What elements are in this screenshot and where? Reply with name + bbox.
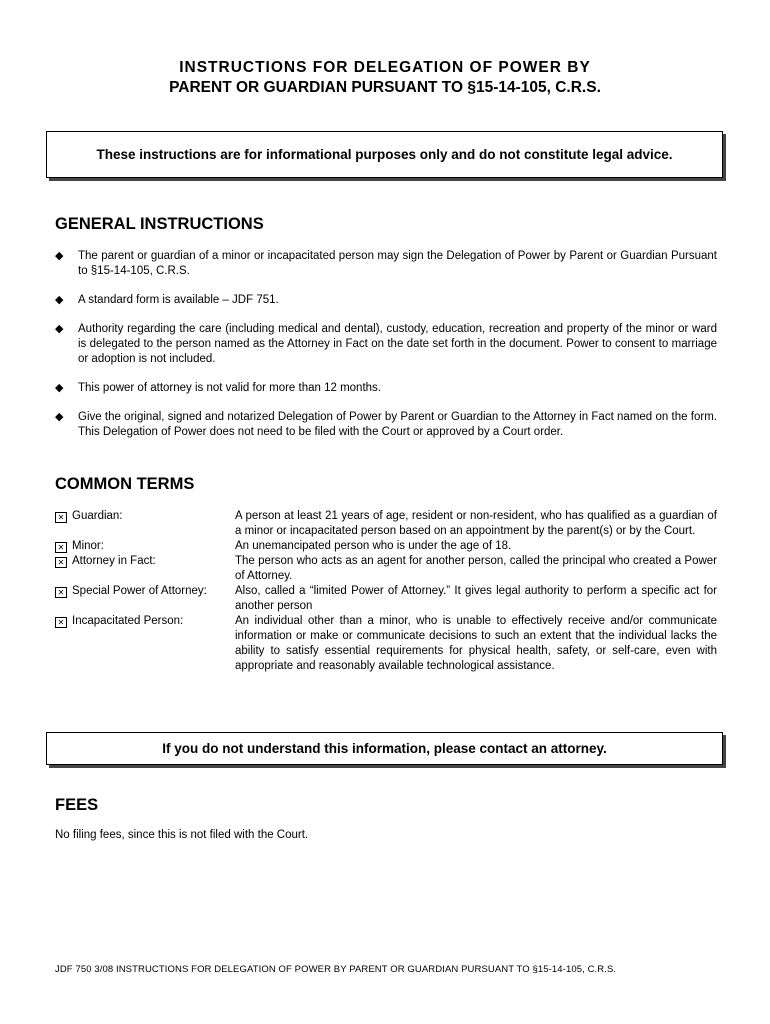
x-box-icon: ✕ <box>55 557 67 568</box>
term-row <box>55 539 717 554</box>
title-line-2: PARENT OR GUARDIAN PURSUANT TO §15-14-105, C.R.S. <box>169 79 601 96</box>
common-terms-heading: COMMON TERMS <box>55 475 195 493</box>
common-terms-list <box>55 509 717 674</box>
term-definition: Also, called a “limited Power of Attorney.” It gives legal authority to perform a specific act for another person <box>235 585 717 612</box>
term-name: Guardian: <box>72 510 123 522</box>
list-item: ◆ The parent or guardian of a minor or incapacitated person may sign the Delegation of Power by Parent or Guardian Pursuant to §15-14-105, C.R.S. <box>55 250 717 277</box>
term-definition: A person at least 21 years of age, resident or non-resident, who has qualified as a guardian of a minor or incapacitated person based on an appointment by the parent(s) or by the Court. <box>235 510 717 537</box>
term-row <box>55 509 717 539</box>
attorney-notice-box: If you do not understand this information, please contact an attorney. <box>46 732 723 765</box>
diamond-bullet-icon: ◆ <box>55 411 64 423</box>
term-name: Special Power of Attorney: <box>72 585 207 597</box>
document-title <box>0 58 770 98</box>
term-row <box>55 584 717 614</box>
term-definition: The person who acts as an agent for another person, called the principal who created a Power of Attorney. <box>235 555 717 582</box>
diamond-bullet-icon: ◆ <box>55 323 64 335</box>
title-line-1: INSTRUCTIONS FOR DELEGATION OF POWER BY <box>179 59 591 76</box>
fees-text: No filing fees, since this is not filed with the Court. <box>55 829 309 841</box>
term-row <box>55 554 717 584</box>
x-box-icon: ✕ <box>55 512 67 523</box>
list-item: ◆ Give the original, signed and notarized Delegation of Power by Parent or Guardian to the Attorney in Fact named on the form. This Delegation of Power does not need to be filed with the Court or approved by a Court order. <box>55 411 717 438</box>
term-name: Incapacitated Person: <box>72 615 184 627</box>
term-definition: An unemancipated person who is under the age of 18. <box>235 540 512 552</box>
term-name: Minor: <box>72 540 104 552</box>
diamond-bullet-icon: ◆ <box>55 294 64 306</box>
list-item: ◆ A standard form is available – JDF 751. <box>55 294 279 306</box>
x-box-icon: ✕ <box>55 542 67 553</box>
page-footer: JDF 750 3/08 INSTRUCTIONS FOR DELEGATION OF POWER BY PARENT OR GUARDIAN PURSUANT TO §15-14-105, C.R.S. <box>55 964 617 975</box>
list-item: ◆ This power of attorney is not valid for more than 12 months. <box>55 382 381 394</box>
general-instructions-heading: GENERAL INSTRUCTIONS <box>55 215 264 233</box>
term-name: Attorney in Fact: <box>72 555 156 567</box>
fees-heading: FEES <box>55 796 99 814</box>
list-item: ◆ Authority regarding the care (including medical and dental), custody, education, recreation and property of the minor or ward is delegated to the person named as the Attorney in Fact on the date set forth in the document. Power to consent to marriage or adoption is not included. <box>55 323 717 365</box>
term-definition: An individual other than a minor, who is unable to effectively receive and/or communicate information or make or communicate decisions to such an extent that the individual lacks the ability to satisfy essential requirements for physical health, safety, or self-care, even with appropriate and reasonably available technological assistance. <box>235 615 717 672</box>
general-instructions-list <box>55 249 717 454</box>
diamond-bullet-icon: ◆ <box>55 250 64 262</box>
term-row <box>55 614 717 674</box>
diamond-bullet-icon: ◆ <box>55 382 64 394</box>
x-box-icon: ✕ <box>55 587 67 598</box>
x-box-icon: ✕ <box>55 617 67 628</box>
disclaimer-box: These instructions are for informational purposes only and do not constitute legal advice. <box>46 131 723 178</box>
